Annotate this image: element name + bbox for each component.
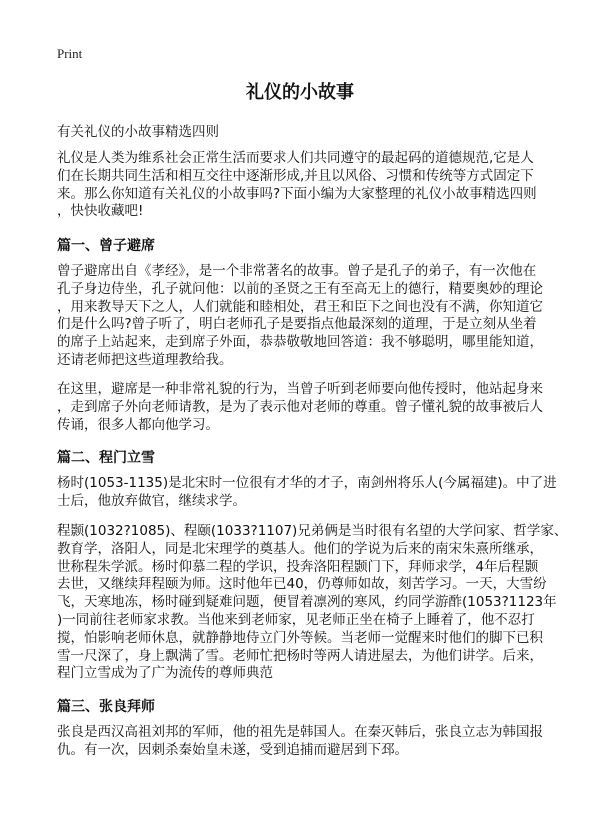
text-line: 仇。有一次，因刺杀秦始皇未遂，受到追捕而避居到下邳。: [57, 741, 408, 758]
text-line: ，快快收藏吧!: [57, 203, 144, 220]
text-line: 教育学，洛阳人，同是北宋理学的奠基人。他们的学说为后来的南宋朱熹所继承，: [57, 540, 543, 557]
text-line: 飞，天寒地冻，杨时碰到疑难问题，便冒着凛冽的寒风，约同学游酢(1053?1123年: [57, 594, 557, 611]
text-line: 在这里，避席是一种非常礼貌的行为，当曾子听到老师要向他传授时，他站起身来: [57, 381, 543, 397]
text-line: 们在长期共同生活和相互交往中逐渐形成,并且以风俗、习惯和传统等方式固定下: [57, 167, 534, 184]
text-line: 搅，怕影响老师休息，就静静地侍立门外等候。当老师一觉醒来时他们的脚下已积: [57, 629, 543, 646]
text-line: 曾子避席出自《孝经》，是一个非常著名的故事。曾子是孔子的弟子，有一次他在: [57, 263, 537, 279]
text-line: )一同前往老师家求教。当他来到老师家，见老师正坐在椅子上睡着了，他不忍打: [57, 611, 535, 628]
text-line: 传诵，很多人都向他学习。: [57, 416, 219, 433]
section-heading-1: 篇一、曾子避席: [57, 238, 155, 254]
text-line: 孔子身边侍坐，孔子就问他：以前的圣贤之王有至高无上的德行，精要奥妙的理论: [57, 280, 543, 297]
text-line: 世称程朱学派。杨时仰慕二程的学识，投奔洛阳程颢门下，拜师求学，4年后程颢: [57, 558, 539, 575]
text-line: ，走到席子外向老师请教，是为了表示他对老师的尊重。曾子懂礼貌的故事被后人: [57, 398, 543, 415]
section-heading-2: 篇二、程门立雪: [57, 450, 155, 466]
text-line: 来。那么你知道有关礼仪的小故事吗?下面小编为大家整理的礼仪小故事精选四则: [57, 185, 537, 202]
text-line: ，用来教导天下之人，人们就能和睦相处，君王和臣下之间也没有不满，你知道它: [57, 298, 543, 315]
page-title: 礼仪的小故事: [246, 82, 354, 103]
text-line: 的席子上站起来，走到席子外面，恭恭敬敬地回答道：我不够聪明，哪里能知道，: [57, 334, 543, 351]
text-line: 去世，又继续拜程颐为师。这时他年已40，仍尊师如故，刻苦学习。一天，大雪纷: [57, 576, 547, 593]
text-line: 还请老师把这些道理教给我。: [57, 351, 233, 368]
section-1-paragraph-1: [57, 263, 543, 370]
text-line: 张良是西汉高祖刘邦的军师，他的祖先是韩国人。在秦灭韩后，张良立志为韩国报: [57, 724, 543, 740]
text-line: 程颢(1032?1085)、程颐(1033?1107)兄弟俩是当时很有名望的大学问家、哲学家、: [57, 523, 568, 539]
text-line: 们是什么吗?曾子听了，明白老师孔子是要指点他最深刻的道理，于是立刻从坐着: [57, 316, 537, 333]
print-link[interactable]: Print: [57, 46, 83, 61]
text-line: 礼仪是人类为维系社会正常生活而要求人们共同遵守的最起码的道德规范,它是人: [57, 150, 534, 166]
text-line: 士后，他放弃做官，继续求学。: [57, 492, 246, 509]
text-line: 雪一尺深了，身上飘满了雪。老师忙把杨时等两人请进屋去，为他们讲学。后来，: [57, 647, 543, 664]
section-2-paragraph-1: [57, 475, 557, 511]
section-3-paragraph-1: [57, 724, 543, 760]
section-2-paragraph-2: [57, 523, 567, 683]
text-line: 杨时(1053-1135)是北宋时一位很有才华的才子，南剑州将乐人(今属福建)。中了进: [57, 475, 557, 491]
section-1-paragraph-2: [57, 381, 543, 434]
section-heading-3: 篇三、张良拜师: [57, 699, 155, 715]
text-line: 程门立雪成为了广为流传的尊师典范: [57, 665, 273, 682]
intro-paragraph: [57, 150, 537, 221]
subtitle: 有关礼仪的小故事精选四则: [57, 124, 219, 140]
